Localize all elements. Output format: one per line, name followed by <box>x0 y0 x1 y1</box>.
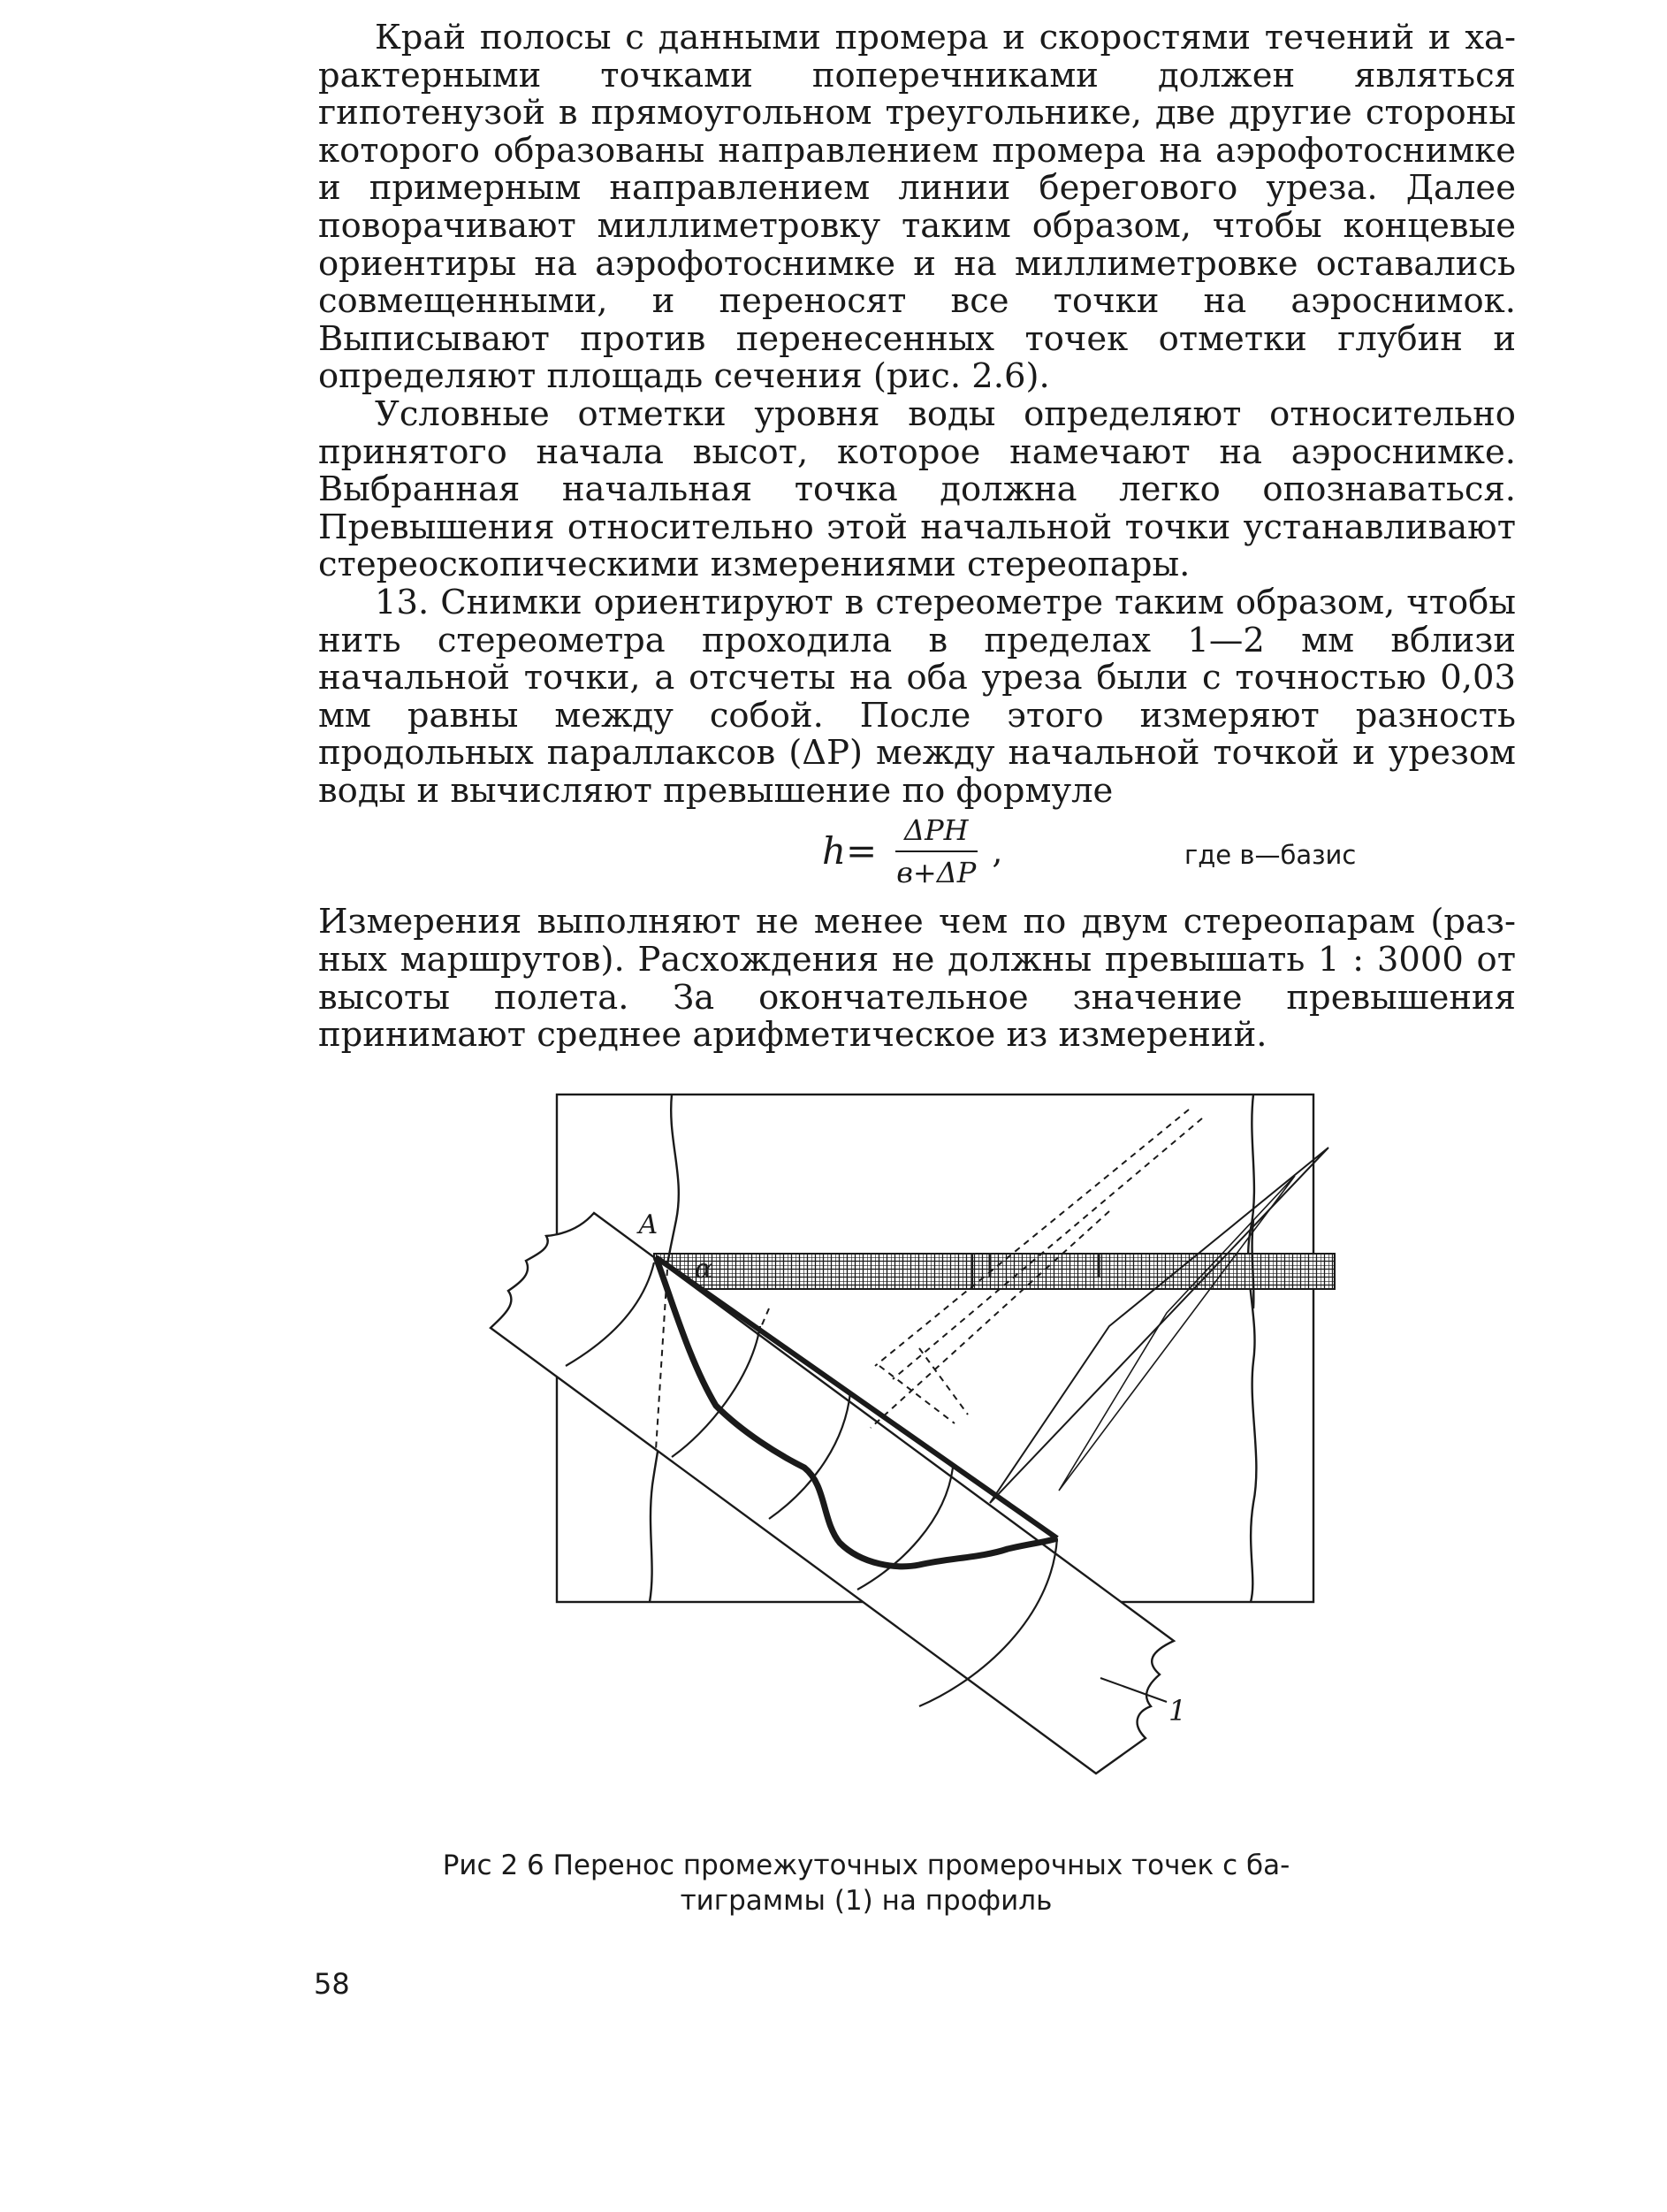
paragraph-1: Край полосы с данными промера и скоростями течений и характерными точками поперечниками должен являться гипотенузой в прямоугольном треугольнике, две другие стороны которого образованы направлением промера на аэрофотоснимке и примерным направлением линии берегового уреза. Далее поворачивают миллиметровку таким образом, чтобы концевые ориентиры на аэрофотоснимке и на миллиметровке оставались совмещенными, и переносят все точки на аэроснимок. Выписывают против перенесенных точек отметки глубин и определяют площадь сечения (рис. 2.6). <box>318 18 1516 397</box>
formula-note: где в—базис <box>1184 840 1357 871</box>
formula-numerator: ΔPH <box>895 813 978 852</box>
paragraph-3: 13. Снимки ориентируют в стереометре таким образом, чтобы нить стереометра проходила в пределах 1—2 мм вблизи начальной точки, а отсчеты на оба уреза были с точностью 0,03 мм равны между собой. После этого измеряют разность продольных параллаксов (ΔP) между начальной точкой и урезом воды и вычисляют превышение по формуле <box>318 582 1516 811</box>
formula-block <box>318 810 1516 904</box>
caption-line-1: Рис 2 6 Перенос промежуточных промерочных точек с ба- <box>442 1850 1290 1881</box>
formula-denominator: в+ΔP <box>896 856 977 890</box>
formula-lhs: h= <box>822 829 878 873</box>
caption-line-2: тиграммы (1) на профиль <box>680 1885 1053 1917</box>
figure-label-one: 1 <box>1168 1694 1187 1728</box>
set-square <box>990 1148 1328 1503</box>
figure-label-point: А <box>638 1209 658 1240</box>
figure-caption <box>354 1848 1379 1918</box>
right-shoreline <box>1248 1095 1256 1602</box>
parallax-formula <box>822 813 1002 889</box>
figure-label-alpha: α <box>695 1254 713 1285</box>
formula-fraction <box>887 813 985 889</box>
page-number: 58 <box>314 1967 350 2001</box>
bathygram-sheet <box>491 1213 1174 1773</box>
figure-2-6 <box>460 1079 1361 1804</box>
formula-comma: , <box>992 832 1003 872</box>
paragraph-2: Условные отметки уровня воды определяют относительно принятого начала высот, которое намечают на аэроснимке. Выбранная начальная точка должна легко опознаваться. Превышения относительно этой начальной точки устанавливают стереоскопическими измерениями стереопары. <box>318 393 1516 585</box>
body-text <box>318 19 1516 1055</box>
paragraph-4: Измерения выполняют не менее чем по двум стереопарам (разных маршрутов). Расхождения не должны превышать 1 : 3000 от высоты полета. За окончательное значение превышения принимают среднее арифметическое из измерений. <box>318 902 1516 1056</box>
